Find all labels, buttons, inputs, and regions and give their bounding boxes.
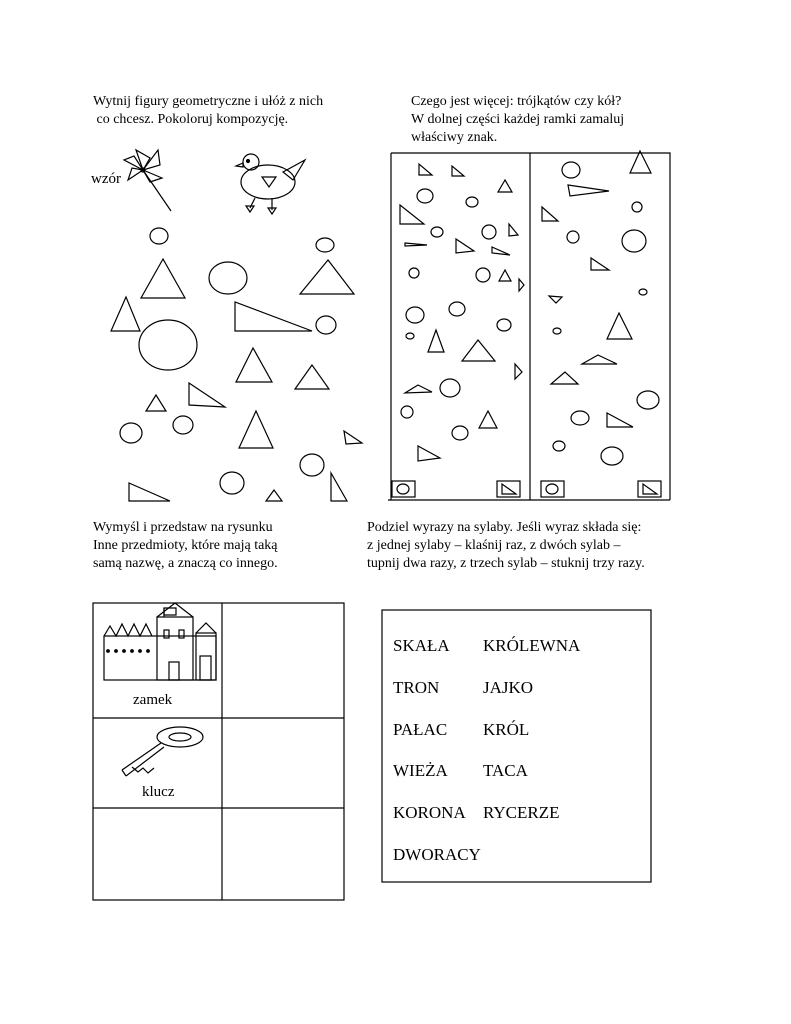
word-tron: TRON bbox=[393, 678, 440, 697]
answer-box-right-triangle[interactable] bbox=[638, 481, 661, 497]
castle-icon bbox=[104, 603, 216, 680]
answer-box-left-triangle[interactable] bbox=[497, 481, 520, 497]
homonym-instruction-line2: Inne przedmioty, które mają taką bbox=[93, 538, 278, 553]
homonym-instruction-line1: Wymyśl i przedstaw na rysunku bbox=[93, 520, 273, 535]
answer-box-left-circle[interactable] bbox=[392, 481, 415, 497]
count-instruction-line3: właściwy znak. bbox=[411, 130, 498, 145]
word-jajko: JAJKO bbox=[483, 678, 534, 697]
word-korona: KORONA bbox=[393, 803, 466, 822]
cutout-shapes bbox=[111, 228, 362, 501]
shapes-instruction-line2: co chcesz. Pokoloruj kompozycję. bbox=[93, 112, 289, 127]
example-label: wzór bbox=[91, 171, 121, 187]
word-rycerze: RYCERZE bbox=[483, 803, 560, 822]
syllable-instruction-line1: Podziel wyrazy na sylaby. Jeśli wyraz składa się: bbox=[367, 520, 642, 535]
count-instruction-line2: W dolnej części każdej ramki zamaluj bbox=[411, 112, 625, 127]
counting-frame bbox=[388, 151, 670, 500]
word-taca: TACA bbox=[483, 761, 528, 780]
word-palac: PAŁAC bbox=[393, 720, 448, 739]
pinwheel-icon bbox=[124, 150, 171, 211]
homonym-instruction-line3: samą nazwę, a znaczą co innego. bbox=[93, 556, 278, 571]
count-instruction-line1: Czego jest więcej: trójkątów czy kół? bbox=[411, 94, 622, 109]
word-wieza: WIEŻA bbox=[393, 761, 448, 780]
answer-box-right-circle[interactable] bbox=[541, 481, 564, 497]
bird-icon bbox=[236, 154, 305, 214]
word-dworacy: DWORACY bbox=[393, 845, 481, 864]
homonym-table bbox=[93, 603, 344, 900]
word-krolewna: KRÓLEWNA bbox=[483, 636, 581, 655]
castle-label: zamek bbox=[133, 692, 173, 708]
key-label: klucz bbox=[142, 784, 175, 800]
syllable-instruction-line3: tupnij dwa razy, z trzech sylab – stuknij trzy razy. bbox=[367, 556, 645, 571]
syllable-instruction-line2: z jednej sylaby – klaśnij raz, z dwóch sylab – bbox=[367, 538, 621, 553]
word-skala: SKAŁA bbox=[393, 636, 450, 655]
shapes-instruction-line1: Wytnij figury geometryczne i ułóż z nich bbox=[93, 94, 324, 109]
key-icon bbox=[122, 727, 203, 776]
word-krol: KRÓL bbox=[483, 720, 530, 739]
